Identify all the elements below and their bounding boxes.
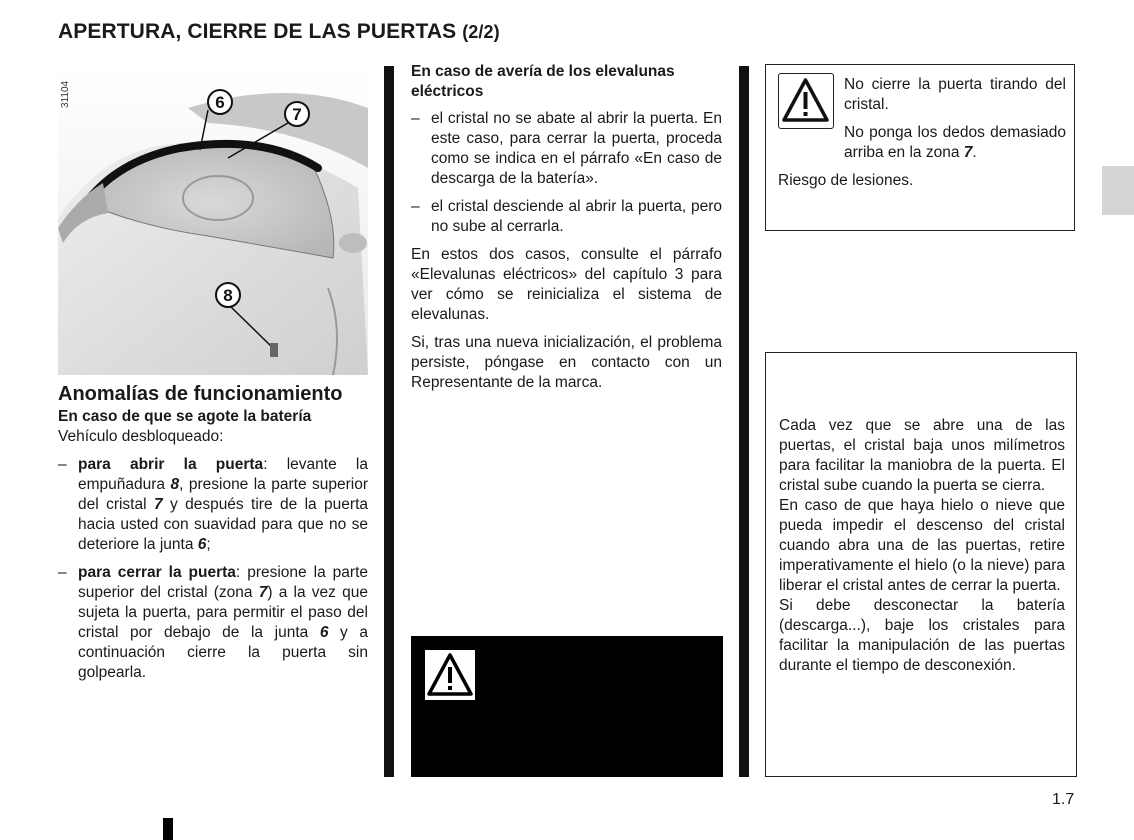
warning-line-2: No ponga los dedos demasiado arriba en la zona 7. [844, 124, 1066, 161]
callout-7: 7 [292, 105, 302, 124]
figure-code [60, 70, 74, 110]
list-item: – para abrir la puerta: levante la empuñadura 8, presione la parte superior del cristal 7 y después tire de la puerta hacia usted con suavidad para que no se deteriore la junta 6; [58, 455, 368, 555]
title-main: APERTURA, CIERRE DE LAS PUERTAS [58, 20, 457, 43]
warning-triangle-icon [778, 73, 834, 129]
column-middle [411, 62, 722, 401]
chapter-tab [1102, 166, 1134, 215]
info-para-1: Cada vez que se abre una de las puertas, el cristal baja unos milímetros para facilitar la maniobra de la puerta. El cristal sube cuando la puerta se cierra. [779, 417, 1065, 494]
callout-8: 8 [223, 286, 233, 305]
list-item: – el cristal no se abate al abrir la puerta. En este caso, para cerrar la puerta, proceda como se indica en el párrafo «En caso de descarga de la batería». [411, 109, 722, 189]
column-left [58, 381, 368, 691]
window-failure-para2: Si, tras una nueva inicialización, el problema persiste, póngase en contacto con un Representante de la marca. [411, 334, 722, 391]
window-failure-para1: En estos dos casos, consulte el párrafo «Elevalunas eléctricos» del capítulo 3 para ver cómo se reinicializa el sistema de elevalunas. [411, 246, 722, 323]
list-item: – para cerrar la puerta: presione la parte superior del cristal (zona 7) a la vez que sujeta la puerta, para permitir el paso del cristal por debajo de la junta 6 y a continuación cierre la puerta sin golpearla. [58, 563, 368, 683]
warning-text [844, 75, 1066, 171]
warning-box [765, 64, 1075, 231]
info-para-2: En caso de que haya hielo o nieve que pueda impedir el descenso del cristal cuando abra una de las puertas, retire imperativamente el hielo (o la nieve) para liberar el cristal antes de cerrar la puerta. [779, 497, 1065, 594]
title-part: (2/2) [462, 22, 500, 42]
battery-heading: En caso de que se agote la batería [58, 408, 312, 425]
warning-line-1: No cierre la puerta tirando del cristal. [844, 76, 1066, 113]
window-failure-heading: En caso de avería de los elevalunas eléctricos [411, 63, 675, 100]
list-item: – el cristal desciende al abrir la puerta, pero no sube al cerrarla. [411, 197, 722, 237]
door-drawing [58, 68, 368, 375]
info-box [765, 352, 1077, 777]
column-divider-left [384, 66, 394, 777]
door-illustration [58, 68, 368, 375]
battery-intro: Vehículo desbloqueado: [58, 428, 224, 445]
window-failure-list [411, 109, 722, 237]
info-para-3: Si debe desconectar la batería (descarga...), baje los cristales para facilitar la manipulación de las puertas durante el tiempo de desconexión. [779, 597, 1065, 674]
page-number: 1.7 [1052, 791, 1075, 808]
warning-risk: Riesgo de lesiones. [778, 172, 914, 189]
figure-code-text: 31104 [60, 80, 71, 108]
section-heading: Anomalías de funcionamiento [58, 383, 343, 405]
column-divider-right [739, 66, 749, 777]
info-text [779, 416, 1065, 676]
warning-triangle-icon [425, 650, 475, 700]
battery-list [58, 455, 368, 683]
callout-6: 6 [215, 93, 225, 112]
black-warning-panel [411, 636, 723, 777]
footer-mark [163, 818, 173, 840]
page-title [58, 20, 500, 44]
